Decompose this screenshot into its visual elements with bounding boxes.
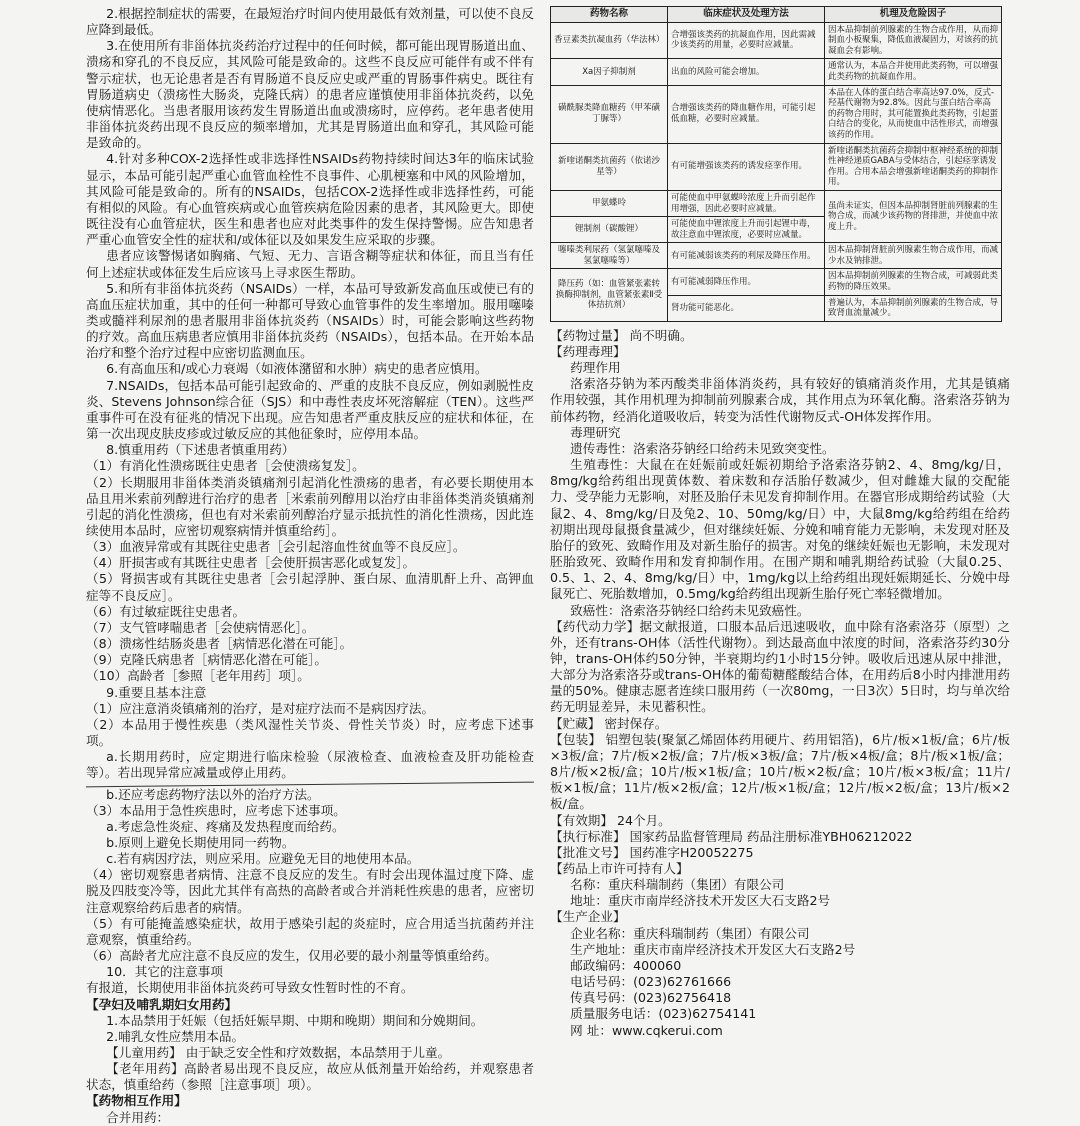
note-6: （6）高龄者尤应注意不良反应的发生，仅用必要的最小剂量等慎重给药。 [86, 948, 498, 964]
note-5: （5）有可能掩盖感染症状，故用于感染引起的炎症时，应合用适当抗菌药并注意观察，慎重给药。 [86, 915, 534, 947]
table-header: 临床症状及处理方法 [668, 7, 825, 23]
table-cell: Xa因子抑制剂 [551, 59, 668, 85]
reproductive-toxicity: 生殖毒性：大鼠在在妊娠前或妊娠初期给予洛索洛芬钠2、4、8mg/kg/日，8mg/kg给药组出现黄体数、着床数和存活胎仔数减少，但对雌雄大鼠的交配能力、受孕能力无影响，对胚及胎仔未见发育抑制作用。在器官形成期给药试验（大鼠2、4、8mg/kg/日及兔2、10、50mg/kg/日）中，大鼠8mg/kg给药组在给药初期出现母鼠摄食量减少，但对继续妊娠、分娩和哺育能力无影响，未发现对胚及胎仔的致死、致畸作用及对新生胎仔的损害。对兔的继续妊娠也无影响，未发现对胚胎致死、致畸作用和发育抑制作用。在围产期和哺乳期给药试验（大鼠0.25、0.5、1、2、4、8mg/kg/日）中，1mg/kg以上给药组出现妊娠期延长、分娩中母鼠死亡、死胎数增加，0.5mg/kg给药组出现新生胎仔死亡率轻微增加。 [550, 457, 1010, 602]
table-header: 药物名称 [551, 7, 668, 23]
table-row [551, 143, 1002, 190]
caution-8: （8）溃疡性结肠炎患者［病情恶化潜在可能］。 [86, 636, 353, 652]
caution-1: （1）有消化性溃疡既往史患者［会使溃疡复发］。 [86, 458, 365, 474]
table-cell: 普遍认为，本品抑制前列腺素的生物合成，导致肾血流量减少。 [825, 295, 1002, 321]
table-row [551, 22, 1002, 59]
section-manufacturer: 【生产企业】 [550, 909, 626, 925]
table-row [551, 190, 1002, 216]
table-cell: 香豆素类抗凝血药（华法林） [551, 22, 668, 59]
right-column [550, 6, 1010, 1080]
table-cell: 有可能增强该类药的诱发痉挛作用。 [668, 143, 825, 190]
note-3a: a.考虑急性炎症、疼痛及发热程度而给药。 [106, 818, 345, 834]
section-holder: 【药品上市许可持有人】 [550, 861, 689, 876]
section-children: 【儿童用药】 由于缺乏安全性和疗效数据，本品禁用于儿童。 [106, 1045, 451, 1060]
caution-10: （10）高龄者［参照［老年用药］项］。 [86, 668, 310, 684]
section-expiry: 【有效期】 24个月。 [550, 812, 671, 828]
holder-name: 名称：重庆科瑞制药（集团）有限公司 [570, 877, 785, 893]
para-3: 3.在使用所有非甾体抗炎药治疗过程中的任何时候，都可能出现胃肠道出血、溃疡和穿孔的不良反应，其风险可能是致命的。这些不良反应可能伴有或不伴有警示症状，也无论患者是否有胃肠道不良反应史或严重的胃肠事件病史。既往有胃肠道病史（溃疡性大肠炎，克隆氏病）的患者应谨慎使用非甾体抗炎药，以免使病情恶化。当患者服用该药发生胃肠道出血或溃疡时，应停药。老年患者使用非甾体抗炎药出现不良反应的频率增加，尤其是胃肠道出血和穿孔，其风险可能是致命的。 [86, 38, 534, 151]
toxicology-heading: 毒理研究 [570, 424, 621, 440]
table-row [551, 59, 1002, 85]
section-pharmacology: 【药理毒理】 [550, 344, 626, 359]
section-elderly: 【老年用药】高龄者易出现不良反应，故应从低剂量开始给药，并观察患者状态，慎重给药（参照［注意事项］项）。 [86, 1061, 534, 1093]
pharmacology-text: 洛索洛芬钠为苯丙酸类非甾体消炎药，具有较好的镇痛消炎作用，尤其是镇痛作用较强，其作用机理为抑制前列腺素合成，其作用点为环氧化酶。洛索洛芬钠为前体药物，经消化道吸收后，转变为活性代谢物反式-OH体发挥作用。 [550, 376, 1010, 424]
note-3c: c.若有病因疗法，则应采用。应避免无目的地使用本品。 [106, 851, 420, 867]
left-column [86, 6, 534, 1125]
note-2b: b.还应考虑药物疗法以外的治疗方法。 [106, 786, 320, 802]
table-cell: 有可能减弱降压作用。 [668, 269, 825, 295]
note-1: （1）应注意消炎镇痛剂的治疗，是对症疗法而不是病因疗法。 [86, 700, 435, 716]
table-cell: 出血的风险可能会增加。 [668, 59, 825, 85]
note-3b: b.原则上避免长期使用同一药物。 [106, 834, 295, 850]
caution-5: （5）肾损害或有其既往史患者［会引起浮肿、蛋白尿、血清肌酐上升、高钾血症等不良反应］。 [86, 571, 534, 603]
table-cell: 新喹诺酮类抗菌药（依诺沙星等） [551, 143, 668, 190]
table-cell: 通常认为，本品合并使用此类药物，可以增强此类药物的抗凝血作用。 [825, 59, 1002, 85]
section-storage: 【贮藏】 密封保存。 [550, 715, 668, 731]
table-cell: 肾功能可能恶化。 [668, 295, 825, 321]
combined-use: 合并用药： [106, 1109, 170, 1125]
caution-6: （6）有过敏症既往史患者。 [86, 603, 246, 619]
para-10-heading: 10．其它的注意事项 [106, 964, 223, 980]
caution-4: （4）肝损害或有其既往史患者［会使肝损害恶化或复发］。 [86, 555, 416, 571]
para-6: 6.有高血压和/或心力衰竭（如液体潴留和水肿）病史的患者应慎用。 [106, 361, 488, 377]
para-2: 2.根据控制症状的需要，在最短治疗时间内使用最低有效剂量，可以使不良反应降到最低。 [86, 6, 534, 38]
table-cell: 本品在人体的蛋白结合率高达97.0%，反式-羟基代谢物为92.8%。因此与蛋白结合率高的药物合用时，其可能置换此类药物，引起蛋白结合的变化，从而使血中活性形式，而增强该药的作用。 [825, 85, 1002, 143]
caution-3: （3）血液异常或有其既往史患者［会引起溶血性贫血等不良反应］。 [86, 539, 466, 555]
fax: 传真号码：(023)62756418 [570, 990, 732, 1006]
table-cell: 因本品抑制前列腺素的生物合成，可减弱此类药物的降压效果。 [825, 269, 1002, 295]
table-row [551, 269, 1002, 295]
table-cell: 可能使血中锂浓度上升而引起锂中毒，故注意血中锂浓度，必要时应减量。 [668, 217, 825, 243]
section-interactions: 【药物相互作用】 [86, 1093, 187, 1109]
drug-interaction-table [550, 6, 1002, 322]
para-4: 4.针对多种COX-2选择性或非选择性NSAIDs药物持续时间达3年的临床试验显示，本品可能引起严重心血管血栓性不良事件、心肌梗塞和中风的风险增加，其风险可能是致命的。所有的NSAIDs，包括COX-2选择性或非选择性药，可能有相似的风险。有心血管疾病或心血管疾病危险因素的患者，其风险更大。即使既往没有心血管症状，医生和患者也应对此类事件的发生保持警惕。应告知患者严重心血管安全性的症状和/或体征以及如果发生应采取的步骤。 [86, 151, 534, 248]
table-cell: 降压药（如：血管紧张素转换酶抑制剂，血管紧张素Ⅱ受体拮抗剂） [551, 269, 668, 321]
carcinogenicity: 致癌性：洛索洛芬钠经口给药未见致癌性。 [570, 602, 810, 618]
table-row [551, 243, 1002, 269]
caution-7: （7）支气管哮喘患者［会使病情恶化］。 [86, 619, 315, 635]
table-cell: 甲氨蝶呤 [551, 190, 668, 216]
pregnancy-2: 2.哺乳女性应禁用本品。 [106, 1028, 245, 1044]
section-pharmacokinetics: 【药代动力学】据文献报道，口服本品后迅速吸收，血中除有洛索洛芬（原型）之外，还有trans-OH体（活性代谢物）。到达最高血中浓度的时间，洛索洛芬约30分钟，trans-OH体约50分钟，半衰期均约1小时15分钟。吸收后迅速从尿中排泄，大部分为洛索洛芬或trans-OH体的葡萄糖醛酸结合体，在用药后8小时内排泄用药量的50%。健康志愿者连续口服用药（一次80mg，一日3次）5日时，均与单次给药无明显差异，未见蓄积性。 [550, 618, 1010, 715]
para-10: 有报道，长期使用非甾体抗炎药可导致女性暂时性的不育。 [86, 980, 414, 996]
quality-phone: 质量服务电话：(023)62754141 [570, 1006, 757, 1022]
para-9-heading: 9.重要且基本注意 [106, 684, 207, 700]
table-cell: 锂制剂（碳酸锂） [551, 217, 668, 243]
note-4: （4）密切观察患者病情、注意不良反应的发生。有时会出现体温过度下降、虚脱及四肢变冷等，因此尤其伴有高热的高龄者或合并消耗性疾患的患者，应密切注意观察给药后患者的病情。 [86, 867, 534, 915]
table-cell: 因本品抑制前列腺素的生物合成作用，从而抑制血小板聚集，降低血液凝固力，对该药的抗凝血会有影响。 [825, 22, 1002, 59]
postal-code: 邮政编码：400060 [570, 957, 682, 973]
section-package: 【包装】 铝塑包装(聚氯乙烯固体药用硬片、药用铝箔)，6片/板×1板/盒；6片/板×3板/盒；7片/板×2板/盒；7片/板×3板/盒；7片/板×4板/盒；8片/板×1板/盒；8片/板×2板/盒；10片/板×1板/盒；10片/板×2板/盒；10片/板×3板/盒；11片/板×1板/盒；11片/板×2板/盒；12片/板×1板/盒；12片/板×2板/盒；13片/板×2板/盒。 [550, 731, 1010, 812]
para-8-heading: 8.慎重用药（下述患者慎重用药） [106, 442, 295, 458]
caution-9: （9）克隆氏病患者［病情恶化潜在可能］。 [86, 652, 327, 668]
para-7: 7.NSAIDs，包括本品可能引起致命的、严重的皮肤不良反应，例如剥脱性皮炎、Stevens Johnson综合征（SJS）和中毒性表皮坏死溶解症（TEN）。这些严重事件可在没有征兆的情况下出现。应告知患者严重皮肤反应的症状和体征，在第一次出现皮肤皮疹或过敏反应的其他征象时，应停用本品。 [86, 377, 534, 442]
website: 网 址：www.cqkerui.com [570, 1022, 723, 1038]
table-cell: 有可能减弱该类药的利尿及降压作用。 [668, 243, 825, 269]
table-cell: 噻嗪类利尿药（氢氯噻嗪及氢氯噻嗪等） [551, 243, 668, 269]
manufacturer-name: 企业名称：重庆科瑞制药（集团）有限公司 [570, 925, 810, 941]
section-standard: 【执行标准】 国家药品监督管理局 药品注册标准YBH06212022 [550, 828, 913, 844]
para-4-symptoms: 患者应该警惕诸如胸痛、气短、无力、言语含糊等症状和体征，而且当有任何上述症状或体征发生后应该马上寻求医生帮助。 [86, 248, 534, 280]
note-2: （2）本品用于慢性疾患（类风湿性关节炎、骨性关节炎）时，应考虑下述事项。 [86, 716, 534, 749]
para-5: 5.和所有非甾体抗炎药（NSAIDs）一样，本品可导致新发高血压或使已有的高血压症状加重，其中的任何一种都可导致心血管事件的发生率增加。服用噻嗪类或髓袢利尿剂的患者服用非甾体抗炎药（NSAIDs）时，可能会影响这些药物的疗效。高血压病患者应慎用非甾体抗炎药（NSAIDs），包括本品。在开始本品治疗和整个治疗过程中应密切监测血压。 [86, 280, 534, 361]
holder-address: 地址：重庆市南岸经济技术开发区大石支路2号 [570, 893, 831, 909]
table-cell: 虽尚未证实，但因本品抑制肾脏前列腺素的生物合成，而减少该药物的肾排泄，并使血中浓度上升。 [825, 190, 1002, 242]
phone: 电话号码：(023)62761666 [570, 974, 732, 990]
table-header: 机理及危险因子 [825, 7, 1002, 23]
note-3: （3）本品用于急性疾患时，应考虑下述事项。 [86, 802, 346, 818]
section-approval: 【批准文号】 国药准字H20052275 [550, 844, 754, 860]
pregnancy-1: 1.本品禁用于妊娠（包括妊娠早期、中期和晚期）期间和分娩期间。 [106, 1012, 484, 1028]
table-row [551, 85, 1002, 143]
table-cell: 合增强该类药的抗凝血作用，因此需减少该类药的用量，必要时应减量。 [668, 22, 825, 59]
table-header-row [551, 7, 1002, 23]
caution-2: （2）长期服用非甾体类消炎镇痛剂引起消化性溃疡的患者，有必要长期使用本品且用米索前列醇进行治疗的患者［米索前列醇用以治疗由非甾体类消炎镇痛剂引起的消化性溃疡，但也有对米索前列醇治疗显示抵抗性的消化性溃疡，因此连续使用本品时，应密切观察病情并慎重给药］。 [86, 474, 534, 538]
section-pregnancy: 【孕妇及哺乳期妇女用药】 [86, 996, 238, 1012]
section-overdose: 【药物过量】 尚不明确。 [550, 327, 693, 343]
table-cell: 因本品抑制肾脏前列腺素生物合成作用，而减少水及钠排泄。 [825, 243, 1002, 269]
genotoxicity: 遗传毒性：洛索洛芬钠经口给药未见致突变性。 [570, 440, 835, 456]
table-cell: 新喹诺酮类抗菌药会抑制中枢神经系统的抑制性神经递质GABA与受体结合，引起痉挛诱发作用。合用本品会增强新喹诺酮类药的抑制作用。 [825, 143, 1002, 190]
pharmacology-heading: 药理作用 [570, 360, 621, 376]
table-cell: 合增强该类药的降血糖作用，可能引起低血糖，必要时应减量。 [668, 85, 825, 143]
manufacturer-address: 生产地址：重庆市南岸经济技术开发区大石支路2号 [570, 941, 856, 957]
note-2a: a.长期用药时，应定期进行临床检验（尿液检查、血液检查及肝功能检查等）。若出现异常应减量或停止用药。 [86, 749, 534, 781]
table-cell: 磺酰脲类降血糖药（甲苯磺丁脲等） [551, 85, 668, 143]
table-cell: 可能使血中甲氨蝶呤浓度上升而引起作用增强，因此必要时应减量。 [668, 190, 825, 216]
